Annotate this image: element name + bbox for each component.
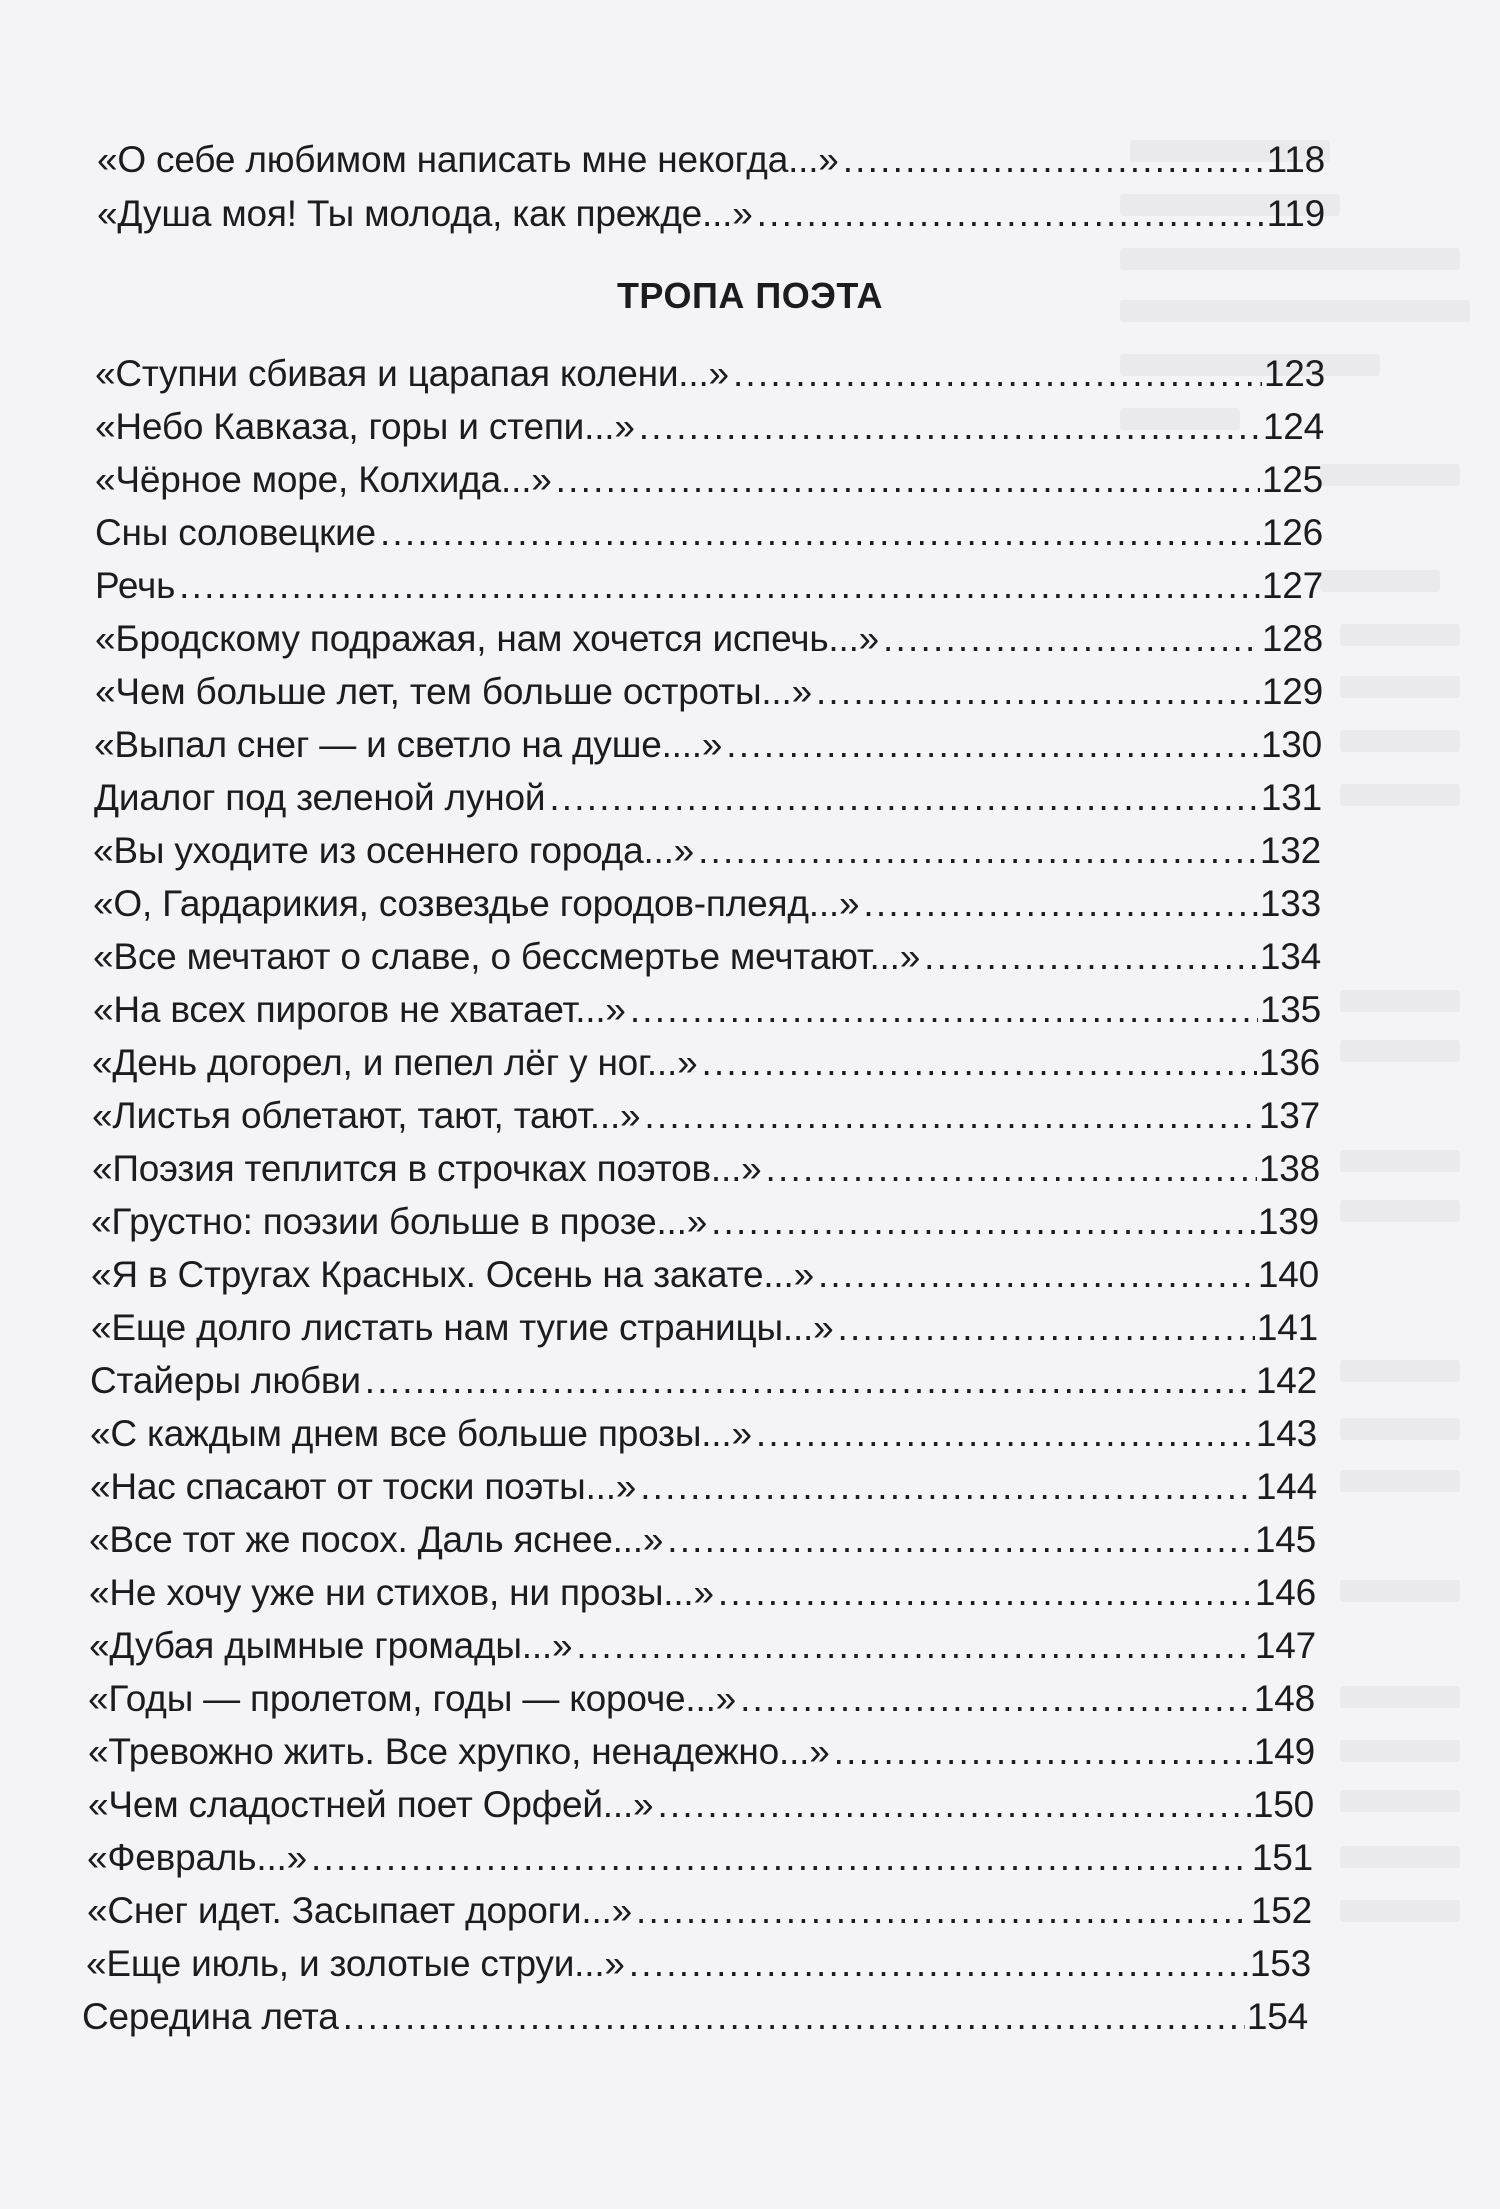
toc-entry-title: «Все тот же посох. Даль яснее...» [89,1519,664,1560]
toc-entry[interactable] [87,1885,1312,1937]
leader-dots [757,188,1265,240]
toc-entry-page: 129 [1261,671,1323,712]
toc-entry-title: «С каждым днем все больше прозы...» [90,1413,752,1454]
leader-dots [924,931,1258,983]
toc-entry[interactable] [95,666,1323,718]
leader-dots [549,772,1259,824]
toc-entry-title: «Душа моя! Ты молода, как прежде...» [97,193,753,234]
leader-dots [629,1938,1248,1990]
toc-entry[interactable] [89,1620,1316,1672]
toc-entry-title: «Нас спасают от тоски поэты...» [90,1466,637,1507]
toc-entry[interactable] [92,1037,1320,1089]
toc-entry-title: «Еще июль, и золотые струи...» [86,1943,625,1984]
toc-entry-title: «Бродскому подражая, нам хочется испечь...» [95,618,880,659]
toc-entry-page: 123 [1263,353,1325,394]
toc-entry[interactable] [93,931,1321,983]
toc-entry[interactable] [92,1143,1320,1195]
leader-dots [698,825,1258,877]
toc-entry-title: «Грустно: поэзии больше в прозе...» [91,1201,708,1242]
leader-dots [639,401,1261,453]
leader-dots [640,1461,1254,1513]
toc-entry-page: 132 [1259,830,1321,871]
toc-entry[interactable] [95,560,1323,612]
leader-dots [816,666,1260,718]
toc-entry[interactable] [94,719,1322,771]
toc-entry[interactable] [89,1567,1316,1619]
leader-dots [766,1143,1257,1195]
toc-entry-title: «Тревожно жить. Все хрупко, ненадежно...» [88,1731,830,1772]
toc-entry[interactable] [88,1779,1314,1831]
leader-dots [843,134,1265,186]
toc-entry-page: 148 [1253,1678,1315,1719]
toc-entry[interactable] [82,1991,1308,2043]
toc-entry-title: «Листья облетают, тают, тают...» [92,1095,641,1136]
toc-entry-page: 146 [1254,1572,1316,1613]
toc-entry[interactable] [90,1355,1317,1407]
toc-entry-page: 134 [1259,936,1321,977]
leader-dots [733,348,1262,400]
leader-dots [365,1355,1254,1407]
toc-entry-page: 138 [1258,1148,1320,1189]
toc-entry-title: «Я в Стругах Красных. Осень на закате...» [91,1254,814,1295]
toc-entry-page: 139 [1257,1201,1319,1242]
toc-entry-page: 140 [1257,1254,1319,1295]
toc-entry[interactable] [92,1090,1320,1142]
leader-dots [576,1620,1252,1672]
leader-dots [380,507,1260,559]
toc-entry-page: 131 [1260,777,1322,818]
leader-dots [883,613,1260,665]
leader-dots [636,1885,1249,1937]
toc-entry[interactable] [95,454,1323,506]
toc-entry-page: 135 [1259,989,1321,1030]
toc-entry-title: «Снег идет. Засыпает дороги...» [87,1890,633,1931]
toc-entry-page: 119 [1266,193,1325,234]
toc-entry-title: «Небо Кавказа, горы и степи...» [95,406,635,447]
toc-entry[interactable] [95,507,1323,559]
toc-entry-page: 128 [1261,618,1323,659]
toc-entry-title: «Чем сладостней поет Орфей...» [88,1784,654,1825]
toc-entry[interactable] [87,1832,1313,1884]
toc-entry-page: 127 [1261,565,1323,606]
toc-entry[interactable] [94,772,1322,824]
toc-entry-title: Сны соловецкие [95,512,376,553]
toc-entry-page: 144 [1255,1466,1317,1507]
leader-dots [711,1196,1256,1248]
toc-entry-page: 143 [1255,1413,1317,1454]
toc-entry-page: 147 [1254,1625,1316,1666]
toc-entry-page: 145 [1254,1519,1316,1560]
leader-dots [179,560,1260,612]
leader-dots [556,454,1260,506]
toc-entry-title: «Февраль...» [87,1837,307,1878]
leader-dots [701,1037,1256,1089]
leader-dots [644,1090,1256,1142]
toc-entry[interactable] [89,1514,1316,1566]
toc-entry[interactable] [88,1726,1315,1778]
toc-entry-page: 142 [1255,1360,1317,1401]
leader-dots [630,984,1258,1036]
toc-entry-page: 149 [1253,1731,1315,1772]
toc-entry[interactable] [97,134,1325,186]
leader-dots [726,719,1259,771]
leader-dots [311,1832,1250,1884]
toc-entry[interactable] [93,984,1321,1036]
leader-dots [667,1514,1253,1566]
toc-entry[interactable] [86,1938,1311,1990]
toc-entry-page: 125 [1261,459,1323,500]
toc-entry-page: 137 [1258,1095,1320,1136]
toc-entry[interactable] [90,1408,1317,1460]
toc-entry[interactable] [90,1461,1317,1513]
toc-entry-title: Речь [95,565,176,606]
leader-dots [838,1302,1255,1354]
toc-entry[interactable] [95,613,1323,665]
toc-entry-title: «Ступни сбивая и царапая колени...» [95,353,729,394]
toc-entry[interactable] [88,1673,1315,1725]
leader-dots [756,1408,1254,1460]
toc-entry-page: 130 [1260,724,1322,765]
toc-entry-title: «Все мечтают о славе, о бессмертье мечтают...» [93,936,921,977]
leader-dots [343,1991,1245,2043]
toc-entry-title: «Чёрное море, Колхида...» [95,459,552,500]
toc-entry-page: 153 [1249,1943,1311,1984]
leader-dots [657,1779,1250,1831]
toc-entry-page: 133 [1259,883,1321,924]
leader-dots [818,1249,1256,1301]
toc-entry-title: «Годы — пролетом, годы — короче...» [88,1678,737,1719]
toc-entry-title: «На всех пирогов не хватает...» [93,989,626,1030]
section-heading: ТРОПА ПОЭТА [616,275,884,316]
toc-entry[interactable] [91,1249,1319,1301]
toc-entry[interactable] [91,1302,1318,1354]
toc-entry-title: «Не хочу уже ни стихов, ни прозы...» [89,1572,714,1613]
toc-entry-page: 126 [1261,512,1323,553]
toc-entry-title: «Дубая дымные громады...» [89,1625,573,1666]
toc-entry-title: «День догорел, и пепел лёг у ног...» [92,1042,698,1083]
toc-entry-page: 154 [1246,1996,1308,2037]
toc-entry[interactable] [91,1196,1319,1248]
toc-entry-title: Середина лета [82,1996,339,2037]
toc-entry[interactable] [93,878,1321,930]
toc-entry[interactable] [97,188,1325,240]
toc-entry-title: Диалог под зеленой луной [94,777,546,818]
toc-entry-title: «Еще долго листать нам тугие страницы...» [91,1307,834,1348]
toc-entry-title: «Вы уходите из осеннего города...» [93,830,695,871]
toc-entry-page: 141 [1256,1307,1318,1348]
toc-entry[interactable] [95,348,1325,400]
toc-entry[interactable] [95,401,1324,453]
toc-entry-title: «Выпал снег — и светло на душе....» [94,724,723,765]
toc-entry-title: «Чем больше лет, тем больше остроты...» [95,671,812,712]
toc-entry-page: 118 [1266,139,1325,180]
toc-entry-page: 124 [1262,406,1324,447]
toc-entry-page: 152 [1250,1890,1312,1931]
leader-dots [834,1726,1252,1778]
toc-entry-page: 136 [1258,1042,1320,1083]
toc-entry-title: Стайеры любви [90,1360,361,1401]
toc-entry-page: 150 [1252,1784,1314,1825]
toc-entry[interactable] [93,825,1321,877]
leader-dots [863,878,1258,930]
toc-entry-title: «Поэзия теплится в строчках поэтов...» [92,1148,762,1189]
leader-dots [718,1567,1253,1619]
toc-entry-title: «О, Гардарикия, созвездье городов-плеяд...» [93,883,860,924]
toc-entry-title: «О себе любимом написать мне некогда...» [97,139,839,180]
leader-dots [740,1673,1252,1725]
toc-entry-page: 151 [1251,1837,1313,1878]
